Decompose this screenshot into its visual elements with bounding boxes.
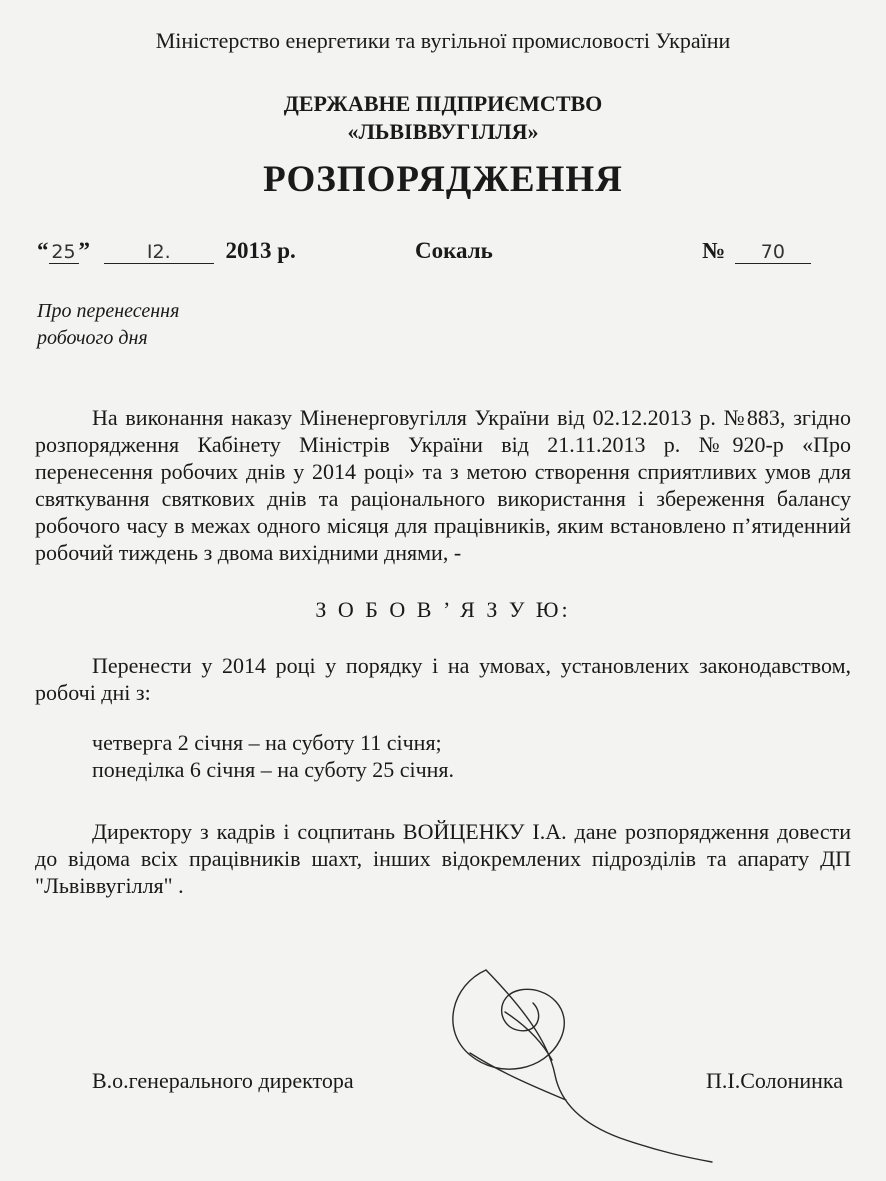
organization-line-1: ДЕРЖАВНЕ ПІДПРИЄМСТВО xyxy=(283,91,603,116)
date-quote-close: ” xyxy=(78,238,90,263)
subject-line-2: робочого дня xyxy=(37,327,148,349)
date-year: 2013 р. xyxy=(225,238,296,263)
subject-line-1: Про перенесення xyxy=(37,300,180,322)
transfer-item-2: понеділка 6 січня – на суботу 25 січня. xyxy=(92,757,455,782)
instruction-paragraph: Директору з кадрів і соцпитань ВОЙЦЕНКУ І.А. дане розпорядження довести до відома всіх працівників шахт, інших відокремлених підрозділів та апарату ДП "Львіввугілля" . xyxy=(35,819,851,898)
order-heading: З О Б О В ’ Я З У Ю: xyxy=(315,597,571,622)
transfer-paragraph: Перенести у 2014 році у порядку і на умовах, установлених законодавством, робочі дні з: xyxy=(35,653,851,705)
organization-line-2: «ЛЬВІВВУГІЛЛЯ» xyxy=(347,119,539,144)
signatory-position: В.о.генерального директора xyxy=(92,1068,354,1093)
document-title: РОЗПОРЯДЖЕННЯ xyxy=(263,159,623,200)
number-sign: № xyxy=(702,238,726,263)
date-month: I2. xyxy=(104,241,214,264)
ministry-name: Міністерство енергетики та вугільної промисловості України xyxy=(155,28,731,53)
document-place: Сокаль xyxy=(415,238,493,263)
transfer-item-1: четверга 2 січня – на суботу 11 січня; xyxy=(92,730,442,755)
signatory-name: П.І.Солонинка xyxy=(706,1068,844,1093)
date-day: 25 xyxy=(49,241,79,264)
intro-paragraph: На виконання наказу Міненерговугілля України від 02.12.2013 р. №883, згідно розпорядження Кабінету Міністрів України від 21.11.2013 р. №920-р «Про перенесення робочих днів у 2014 році» та з метою створення сприятливих умов для святкування святкових днів та раціонального використання і збереження балансу робочого часу в межах одного місяця для працівників, яким встановлено п’ятиденний робочий тиждень з двома вихідними днями, - xyxy=(35,405,851,565)
date-quote-open: “ xyxy=(37,238,49,263)
number-value: 70 xyxy=(735,241,811,264)
